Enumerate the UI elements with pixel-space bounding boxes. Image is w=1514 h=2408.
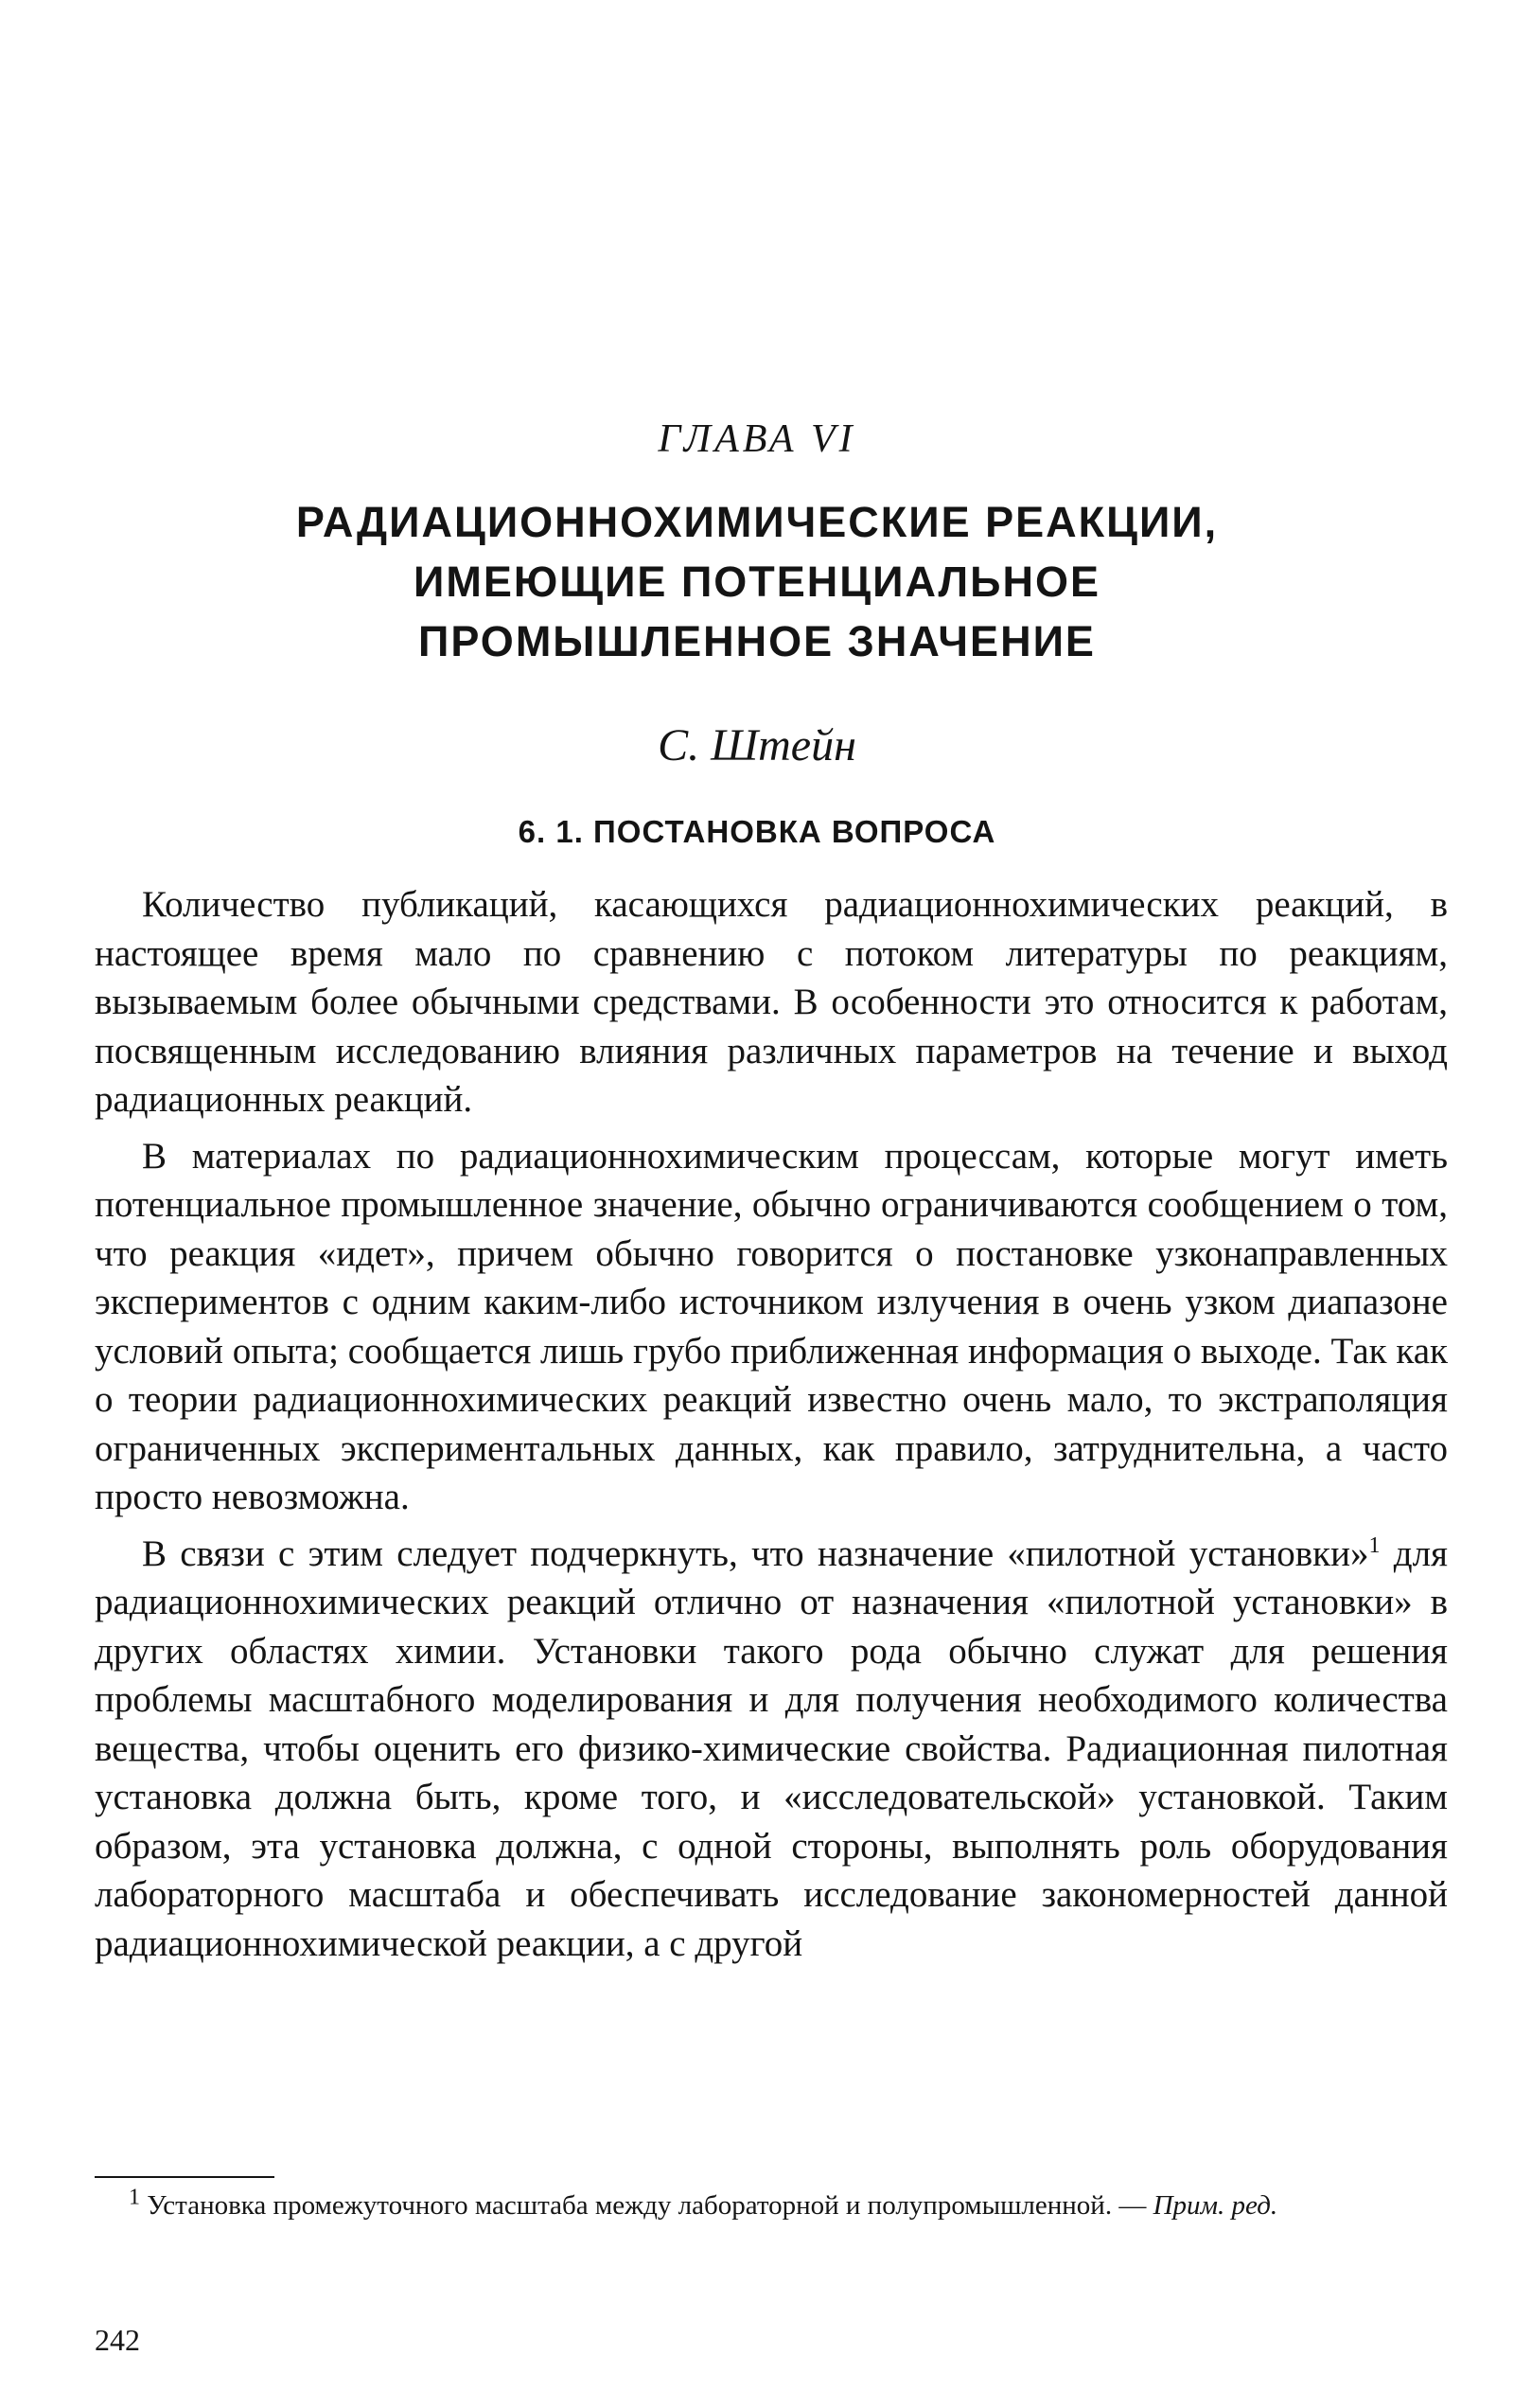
chapter-title <box>95 492 1419 671</box>
footnote-editor-note: Прим. ред. <box>1153 2190 1278 2221</box>
body-text <box>95 880 1448 1968</box>
chapter-title-line: ИМЕЮЩИЕ ПОТЕНЦИАЛЬНОЕ <box>413 558 1100 606</box>
footnote <box>95 2185 1448 2223</box>
paragraph-3-end: для радиационнохимических реакций отлично от назначения «пилотной установки» в других областях химии. Установки такого рода обычно служат для решения проблемы масштабного моделирования и для получения необходимого количества вещества, чтобы оценить его физико-химические свойства. Радиационная пилотная установка должна быть, кроме того, и «исследовательской» установкой. Таким образом, эта установка должна, с одной стороны, выполнять роль оборудования лабораторного масштаба и обеспечивать исследование закономерностей данной радиационнохимической реакции, а с другой <box>95 1532 1448 1964</box>
footnote-marker: 1 <box>129 2185 140 2210</box>
footnote-text: Установка промежуточного масштаба между лабораторной и полупромышленной. — <box>140 2190 1153 2221</box>
footnote-divider <box>95 2176 274 2178</box>
paragraph-3 <box>95 1530 1448 1969</box>
page-number: 242 <box>95 2323 140 2357</box>
paragraph-2: В материалах по радиационнохимическим процессам, которые могут иметь потенциальное промышленное значение, обычно ограничиваются сообщением о том, что реакция «идет», причем обычно говорится о постановке узконаправленных экспериментов с одним каким-либо источником излучения в очень узком диапазоне условий опыта; сообщается лишь грубо приближенная информация о выходе. Так как о теории радиационнохимических реакций известно очень мало, то экстраполяция ограниченных экспериментальных данных, как правило, затруднительна, а часто просто невозможна. <box>95 1135 1448 1517</box>
book-page <box>95 0 1448 2408</box>
paragraph-3-start: В связи с этим следует подчеркнуть, что назначение «пилотной установки» <box>142 1532 1369 1574</box>
footnote-reference[interactable]: 1 <box>1368 1532 1381 1558</box>
chapter-label: ГЛАВА VI <box>658 417 856 461</box>
author-name: С. Штейн <box>658 720 856 770</box>
paragraph-1: Количество публикаций, касающихся радиационнохимических реакций, в настоящее время мало по сравнению с потоком литературы по реакциям, вызываемым более обычными средствами. В особенности это относится к работам, посвященным исследованию влияния различных параметров на течение и выход радиационных реакций. <box>95 884 1448 1120</box>
section-heading: 6. 1. ПОСТАНОВКА ВОПРОСА <box>518 814 996 849</box>
chapter-title-line: ПРОМЫШЛЕННОЕ ЗНАЧЕНИЕ <box>418 617 1096 665</box>
chapter-title-line: РАДИАЦИОННОХИМИЧЕСКИЕ РЕАКЦИИ, <box>295 498 1219 546</box>
